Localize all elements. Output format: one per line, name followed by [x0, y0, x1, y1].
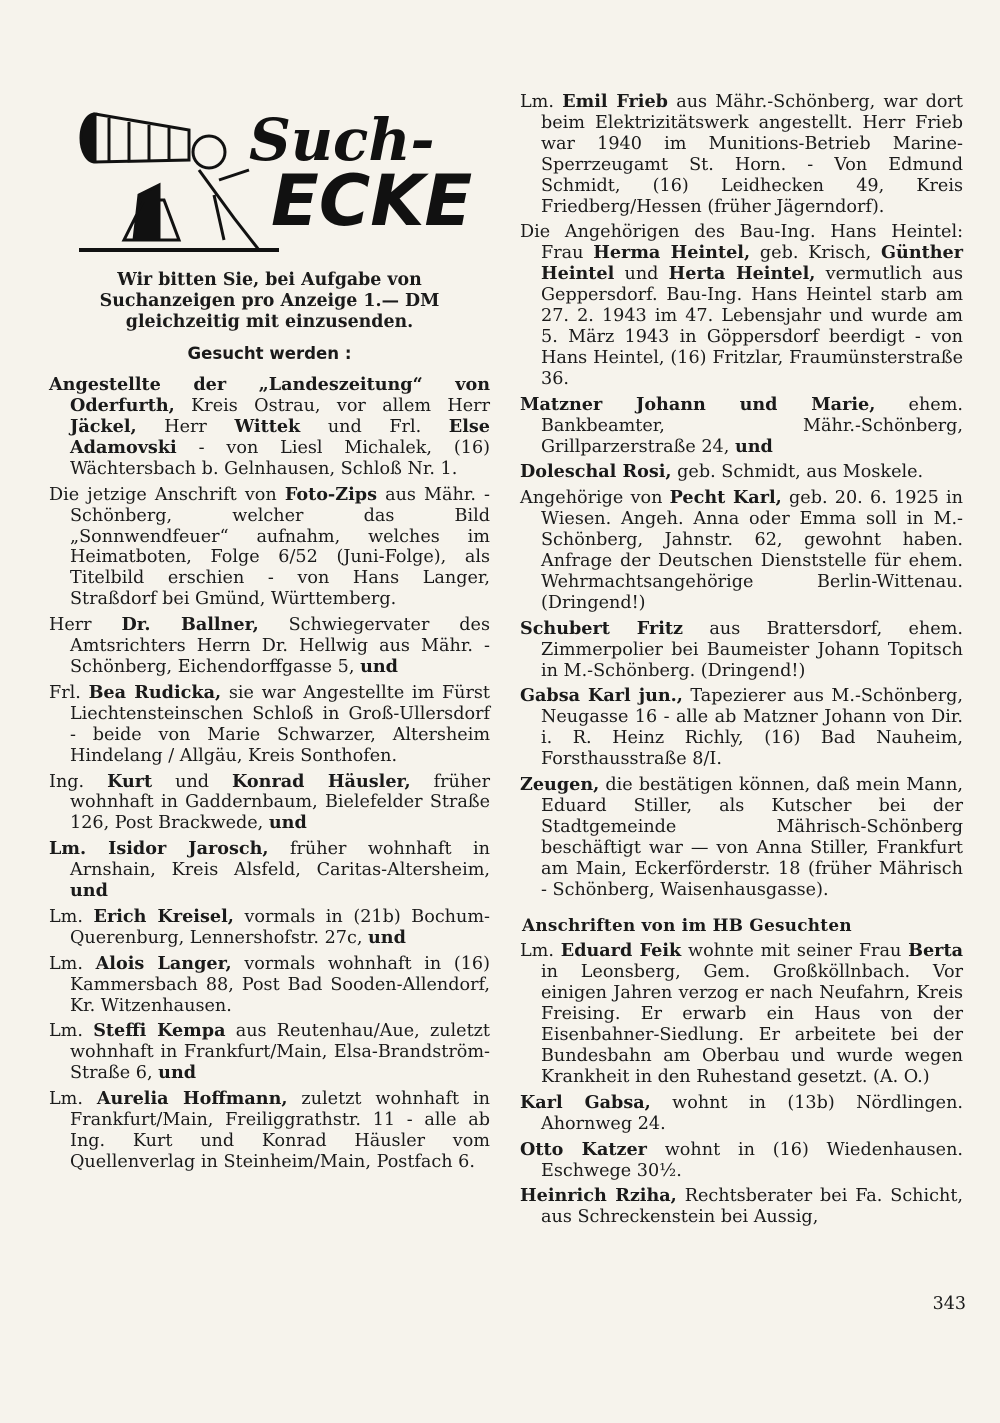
entry: Lm. Alois Langer, vormals wohnhaft in (16) Kammersbach 88, Post Bad Sooden-Allendorf, Kr. Witzenhausen.	[49, 952, 490, 1016]
right-entry-list-2	[520, 941, 963, 1228]
entry: Otto Katzer wohnt in (16) Wiedenhausen. Eschwege 30½.	[520, 1138, 963, 1181]
logo-word-bottom: ECKE	[271, 160, 473, 242]
entry: Matzner Johann und Marie, ehem. Bankbeamter, Mähr.-Schönberg, Grillparzerstraße 24, und	[520, 393, 963, 457]
left-entry-list	[49, 375, 490, 1173]
right-entry-list	[520, 92, 963, 901]
logo-word-top: Such-	[249, 106, 435, 174]
entry: Herr Dr. Ballner, Schwiegervater des Amtsrichters Herrn Dr. Hellwig aus Mähr. - Schönberg, Eichendorffgasse 5, und	[49, 614, 490, 677]
such-ecke-logo	[49, 100, 490, 258]
entry: Frl. Bea Rudicka, sie war Angestellte im Fürst Liechtensteinschen Schloß in Groß-Ullersdorf - beide von Marie Schwarzer, Altersheim Hindelang / Allgäu, Kreis Sonthofen.	[49, 681, 491, 766]
entry: Lm. Steffi Kempa aus Reutenhau/Aue, zuletzt wohnhaft in Frankfurt/Main, Elsa-Brandström-Straße 6, und	[49, 1020, 490, 1084]
entry: Doleschal Rosi, geb. Schmidt, aus Moskele.	[520, 461, 924, 483]
left-column	[49, 100, 490, 1178]
page-number: 343	[932, 1294, 966, 1314]
entry: Ing. Kurt und Konrad Häusler, früher wohnhaft in Gaddernbaum, Bielefelder Straße 126, Post Brackwede, und	[49, 770, 490, 834]
entry: Gabsa Karl jun., Tapezierer aus M.-Schönberg, Neugasse 16 - alle ab Matzner Johann von Dir. i. R. Heinz Richly, (16) Bad Nauheim, Forsthausstraße 8/I.	[520, 685, 963, 770]
entry: Angehörige von Pecht Karl, geb. 20. 6. 1925 in Wiesen. Angeh. Anna oder Emma soll in M.-Schönberg, Jahnstr. 62, gewohnt haben. Anfrage der Deutschen Dienststelle für ehem. Wehrmachtsangehörige Berlin-Wittenau. (Dringend!)	[520, 487, 963, 613]
entry: Lm. Emil Frieb aus Mähr.-Schönberg, war dort beim Elektrizitätswerk angestellt. Herr Frieb war 1940 im Munitions-Betrieb Marine-Sperrzeugamt St. Horn. - Von Edmund Schmidt, (16) Leidhecken 49, Kreis Friedberg/Hessen (früher Jägerndorf).	[520, 91, 963, 217]
right-column	[520, 92, 963, 1233]
entry: Angestellte der „Landeszeitung“ von Oderfurth, Kreis Ostrau, vor allem Herr Jäckel, Herr Wittek und Frl. Else Adamovski - von Liesl Michalek, (16) Wächtersbach b. Gelnhausen, Schloß Nr. 1.	[49, 374, 490, 479]
entry: Die Angehörigen des Bau-Ing. Hans Heintel: Frau Herma Heintel, geb. Krisch, Günther Heintel und Herta Heintel, vermutlich aus Geppersdorf. Bau-Ing. Hans Heintel starb am 27. 2. 1943 im 47. Lebensjahr und wurde am 5. März 1943 in Göppersdorf beerdigt - von Hans Heintel, (16) Fritzlar, Fraumünsterstraße 36.	[520, 222, 963, 389]
subheading: Gesucht werden :	[187, 344, 352, 364]
entry: Lm. Isidor Jarosch, früher wohnhaft in Arnshain, Kreis Alsfeld, Caritas-Altersheim, und	[49, 838, 491, 902]
intro-text: Wir bitten Sie, bei Aufgabe von Suchanzeigen pro Anzeige 1.— DM gleichzeitig mit einzusenden.	[99, 269, 440, 332]
entry: Lm. Aurelia Hoffmann, zuletzt wohnhaft in Frankfurt/Main, Freiliggrathstr. 11 - alle ab Ing. Kurt und Konrad Häusler vom Quellenverlag in Steinheim/Main, Postfach 6.	[49, 1088, 490, 1172]
entry: Heinrich Rziha, Rechtsberater bei Fa. Schicht, aus Schreckenstein bei Aussig,	[520, 1185, 963, 1228]
entry: Karl Gabsa, wohnt in (13b) Nördlingen. Ahornweg 24.	[520, 1091, 963, 1134]
section-heading: Anschriften von im HB Gesuchten	[522, 914, 852, 935]
entry: Die jetzige Anschrift von Foto-Zips aus Mähr. - Schönberg, welcher das Bild „Sonnwendfeuer“ aufnahm, welches im Heimatboten, Folge 6/52 (Juni-Folge), als Titelbild erschien - von Hans Langer, Straßdorf bei Gmünd, Württemberg.	[49, 483, 490, 610]
entry: Zeugen, die bestätigen können, daß mein Mann, Eduard Stiller, als Kutscher bei der Stadtgemeinde Mährisch-Schönberg beschäftigt war — von Anna Stiller, Frankfurt am Main, Eckerförderstr. 18 (früher Mährisch - Schönberg, Waisenhausgasse).	[520, 774, 963, 900]
entry: Schubert Fritz aus Brattersdorf, ehem. Zimmerpolier bei Baumeister Johann Topitsch in M.-Schönberg. (Dringend!)	[520, 617, 963, 681]
entry: Lm. Eduard Feik wohnte mit seiner Frau Berta in Leonsberg, Gem. Großköllnbach. Vor einigen Jahren verzog er nach Neufahrn, Kreis Freising. Er erwarb ein Haus von der Eisenbahner-Siedlung. Er arbeitete bei der Bundesbahn am Oberbau und wurde wegen Krankheit in den Ruhestand gesetzt. (A. O.)	[520, 940, 963, 1087]
entry: Lm. Erich Kreisel, vormals in (21b) Bochum-Querenburg, Lennershofstr. 27c, und	[49, 905, 490, 948]
